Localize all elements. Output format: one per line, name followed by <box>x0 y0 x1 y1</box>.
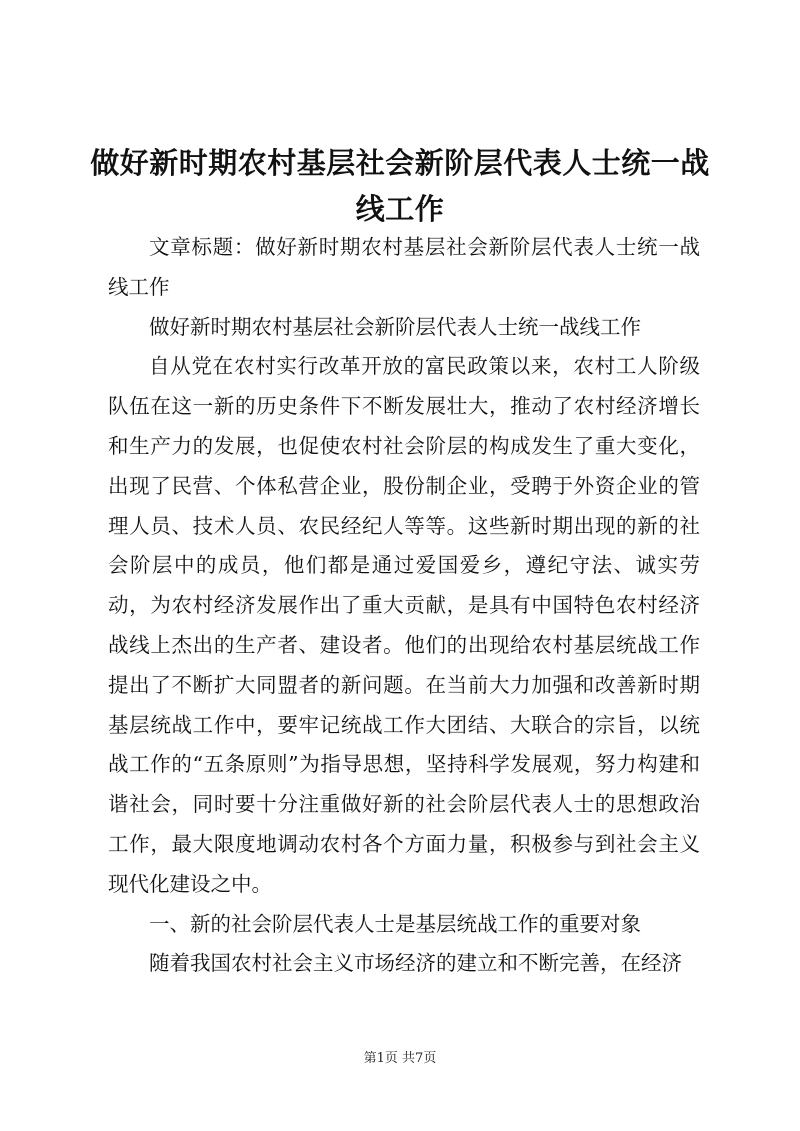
subtitle-paragraph: 做好新时期农村基层社会新阶层代表人士统一战线工作 <box>149 314 641 339</box>
page-number: 第1页 共7页 <box>363 1051 437 1066</box>
section-heading: 一、新的社会阶层代表人士是基层统战工作的重要对象 <box>149 911 641 936</box>
body-paragraph: 自从党在农村实行改革开放的富民政策以来，农村工人阶级队伍在这一新的历史条件下不断发展壮大，推动了农村经济增长和生产力的发展，也促使农村社会阶层的构成发生了重大变化，出现了民营、个体私营企业，股份制企业，受聘于外资企业的管理人员、技术人员、农民经纪人等等。这些新时期出现的新的社会阶层中的成员，他们都是通过爱国爱乡，遵纪守法、诚实劳动，为农村经济发展作出了重大贡献，是具有中国特色农村经济战线上杰出的生产者、建设者。他们的出现给农村基层统战工作提出了不断扩大同盟者的新问题。在当前大力加强和改善新时期基层统战工作中，要牢记统战工作大团结、大联合的宗旨，以统战工作的“五条原则”为指导思想，坚持科学发展观，努力构建和谐社会，同时要十分注重做好新的社会阶层代表人士的思想政治工作，最大限度地调动农村各个方面力量，积极参与到社会主义现代化建设之中。 <box>108 354 700 896</box>
article-title-paragraph: 文章标题：做好新时期农村基层社会新阶层代表人士统一战线工作 <box>108 235 700 299</box>
document-body <box>108 228 700 984</box>
body-paragraph: 随着我国农村社会主义市场经济的建立和不断完善，在经济 <box>149 951 682 976</box>
document-title: 做好新时期农村基层社会新阶层代表人士统一战线工作 <box>90 146 710 226</box>
